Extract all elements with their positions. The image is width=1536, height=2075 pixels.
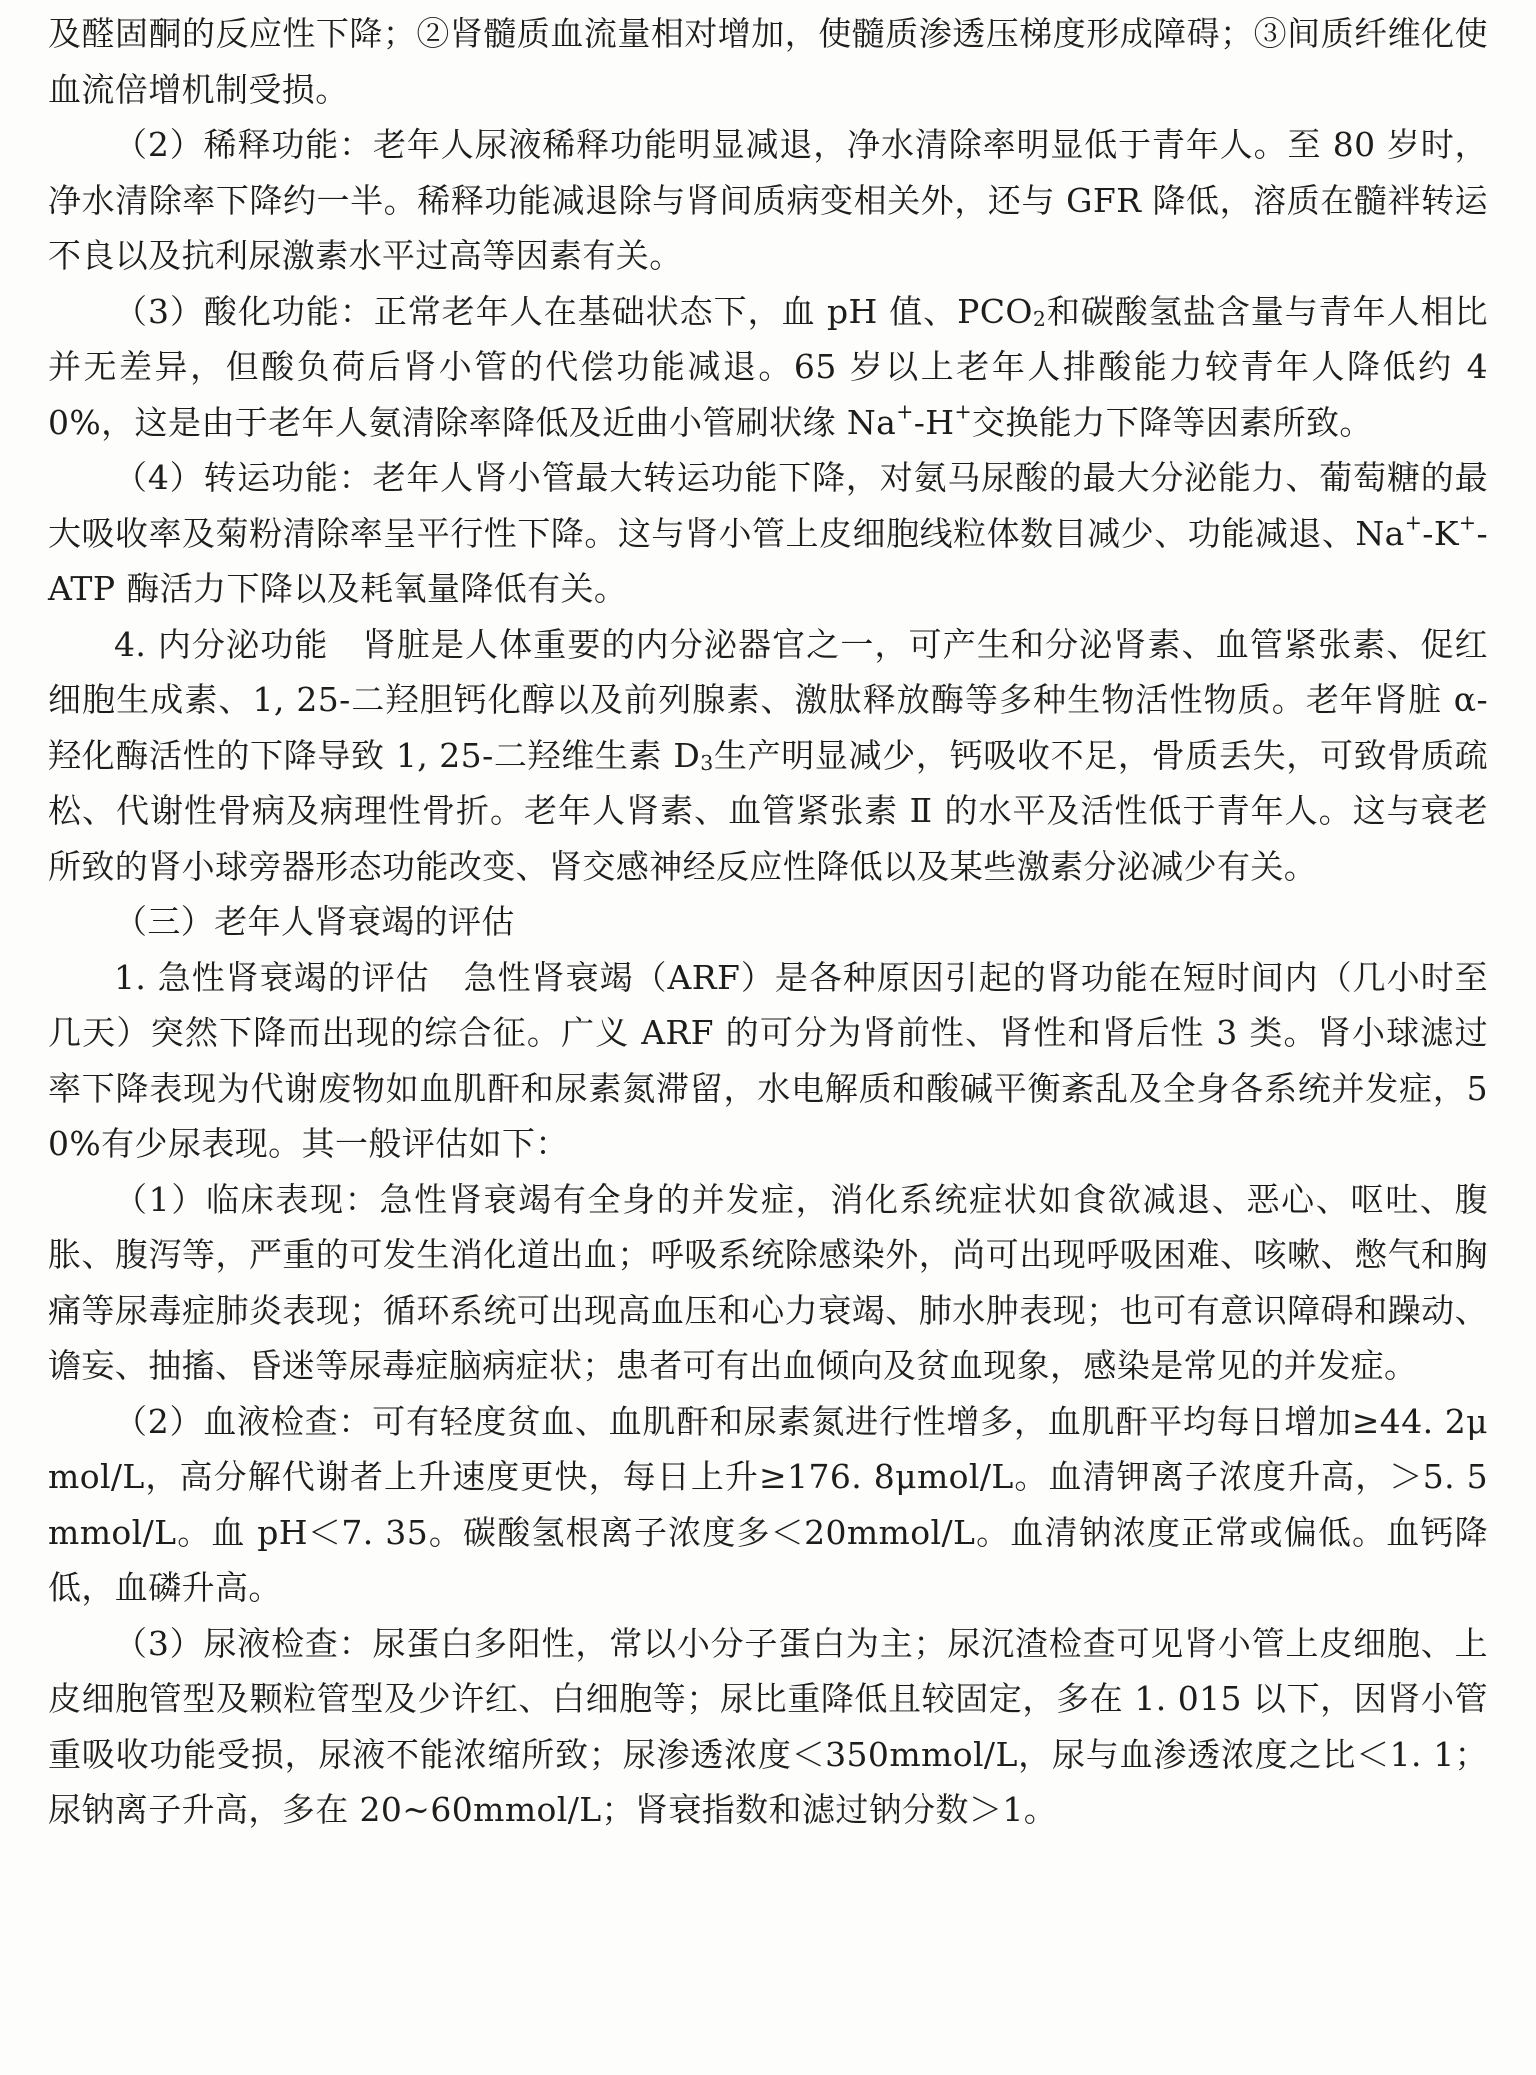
- text-run: 4. 内分泌功能 肾脏是人体重要的内分泌器官之一，可产生和分泌肾素、血管紧张素、促红细胞生成素、1, 25-二羟胆钙化醇以及前列腺素、激肽释放酶等多种生物活性物质。老年肾脏 α-羟化酶活性的下降导致 1, 25-二羟维生素 D: [48, 624, 1488, 775]
- text-run: （4）转运功能：老年人肾小管最大转运功能下降，对氨马尿酸的最大分泌能力、葡萄糖的最大吸收率及菊粉清除率呈平行性下降。这与肾小管上皮细胞线粒体数目减少、功能减退、Na: [48, 458, 1488, 553]
- paragraph-transport-function: [48, 450, 1488, 617]
- subscript: 3: [700, 750, 714, 775]
- text-run: 和碳酸氢盐含量与青年人相比并无差异，但酸负荷后肾小管的代偿功能减退。65 岁以上老年人排酸能力较青年人降低约 40%，这是由于老年人氨清除率降低及近曲小管刷状缘 Na: [48, 291, 1488, 442]
- text-run: -K: [1422, 513, 1459, 553]
- superscript: +: [954, 399, 972, 424]
- document-page: [48, 6, 1488, 1838]
- paragraph-blood-tests: （2）血液检查：可有轻度贫血、血肌酐和尿素氮进行性增多，血肌酐平均每日增加≥44. 2μmol/L，高分解代谢者上升速度更快，每日上升≥176. 8μmol/L。血清钾离子浓度升高，＞5. 5mmol/L。血 pH＜7. 35。碳酸氢根离子浓度多＜20mmol/L。血清钠浓度正常或偏低。血钙降低，血磷升高。: [48, 1401, 1488, 1607]
- paragraph-endocrine-function: [48, 617, 1488, 895]
- text-run: 生产明显减少，钙吸收不足，骨质丢失，可致骨质疏松、代谢性骨病及病理性骨折。老年人肾素、血管紧张素 Ⅱ 的水平及活性低于青年人。这与衰老所致的肾小球旁器形态功能改变、肾交感神经反应性降低以及某些激素分泌减少有关。: [48, 735, 1489, 886]
- subscript: 2: [1032, 306, 1047, 331]
- paragraph-acidification-function: [48, 284, 1488, 451]
- text-run: -H: [913, 402, 955, 442]
- paragraph-arf-assessment: 1. 急性肾衰竭的评估 急性肾衰竭（ARF）是各种原因引起的肾功能在短时间内（几小时至几天）突然下降而出现的综合征。广义 ARF 的可分为肾前性、肾性和肾后性 3 类。肾小球滤过率下降表现为代谢废物如血肌酐和尿素氮滞留，水电解质和酸碱平衡紊乱及全身各系统并发症，50%有少尿表现。其一般评估如下：: [48, 957, 1488, 1163]
- paragraph-urine-tests: （3）尿液检查：尿蛋白多阳性，常以小分子蛋白为主；尿沉渣检查可见肾小管上皮细胞、上皮细胞管型及颗粒管型及少许红、白细胞等；尿比重降低且较固定，多在 1. 015 以下，因肾小管重吸收功能受损，尿液不能浓缩所致；尿渗透浓度＜350mmol/L，尿与血渗透浓度之比＜1. 1；尿钠离子升高，多在 20~60mmol/L；肾衰指数和滤过钠分数＞1。: [48, 1623, 1488, 1829]
- superscript: +: [896, 399, 914, 424]
- paragraph-continued: 及醛固酮的反应性下降；②肾髓质血流量相对增加，使髓质渗透压梯度形成障碍；③间质纤维化使血流倍增机制受损。: [48, 14, 1488, 109]
- paragraph-dilution-function: （2）稀释功能：老年人尿液稀释功能明显减退，净水清除率明显低于青年人。至 80 岁时，净水清除率下降约一半。稀释功能减退除与肾间质病变相关外，还与 GFR 降低，溶质在髓袢转运不良以及抗利尿激素水平过高等因素有关。: [48, 125, 1488, 275]
- superscript: +: [1404, 510, 1423, 535]
- text-run: -ATP 酶活力下降以及耗氧量降低有关。: [48, 513, 1488, 608]
- paragraph-clinical-manifestations: （1）临床表现：急性肾衰竭有全身的并发症，消化系统症状如食欲减退、恶心、呕吐、腹胀、腹泻等，严重的可发生消化道出血；呼吸系统除感染外，尚可出现呼吸困难、咳嗽、憋气和胸痛等尿毒症肺炎表现；循环系统可出现高血压和心力衰竭、肺水肿表现；也可有意识障碍和躁动、谵妄、抽搐、昏迷等尿毒症脑病症状；患者可有出血倾向及贫血现象，感染是常见的并发症。: [48, 1179, 1488, 1385]
- section-heading: （三）老年人肾衰竭的评估: [114, 902, 515, 941]
- text-run: 交换能力下降等因素所致。: [972, 402, 1373, 442]
- superscript: +: [1458, 510, 1477, 535]
- text-run: （3）酸化功能：正常老年人在基础状态下，血 pH 值、PCO: [114, 291, 1033, 331]
